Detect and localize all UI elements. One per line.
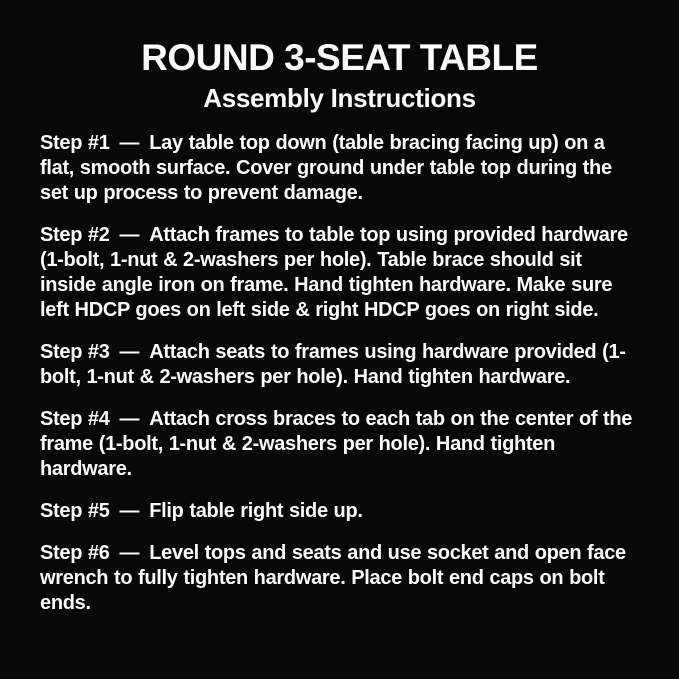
step-text: Attach seats to frames using hardware provided (1-bolt, 1-nut & 2-washers per hole). Hand tighten hardware.	[40, 341, 626, 388]
step-paragraph	[40, 131, 643, 206]
step-label: Step #1	[40, 132, 110, 154]
page-subtitle: Assembly Instructions	[203, 83, 476, 113]
step-label: Step #4	[40, 408, 110, 430]
steps-list	[0, 131, 679, 616]
em-dash-separator: —	[119, 341, 140, 363]
step-text: Level tops and seats and use socket and open face wrench to fully tighten hardware. Place bolt end caps on bolt ends.	[40, 542, 626, 614]
step-label: Step #3	[40, 341, 110, 363]
step-paragraph	[40, 340, 643, 390]
em-dash-separator: —	[119, 542, 140, 564]
em-dash-separator: —	[119, 224, 140, 246]
step-paragraph	[40, 499, 643, 524]
step-paragraph	[40, 407, 643, 482]
em-dash-separator: —	[119, 132, 140, 154]
em-dash-separator: —	[119, 408, 140, 430]
step-text: Lay table top down (table bracing facing up) on a flat, smooth surface. Cover ground under table top during the set up process to prevent damage.	[40, 132, 612, 204]
step-paragraph	[40, 223, 643, 323]
step-text: Attach cross braces to each tab on the center of the frame (1-bolt, 1-nut & 2-washers per hole). Hand tighten hardware.	[40, 408, 633, 480]
page-title: ROUND 3-SEAT TABLE	[141, 37, 538, 78]
step-label: Step #2	[40, 224, 110, 246]
step-text: Attach frames to table top using provided hardware (1-bolt, 1-nut & 2-washers per hole). Table brace should sit inside angle iron on frame. Hand tighten hardware. Make sure left HDCP goes on left side & right HDCP goes on right side.	[40, 224, 628, 321]
step-label: Step #6	[40, 542, 110, 564]
step-label: Step #5	[40, 500, 110, 522]
step-text: Flip table right side up.	[149, 500, 363, 522]
em-dash-separator: —	[119, 500, 140, 522]
step-paragraph	[40, 541, 643, 616]
